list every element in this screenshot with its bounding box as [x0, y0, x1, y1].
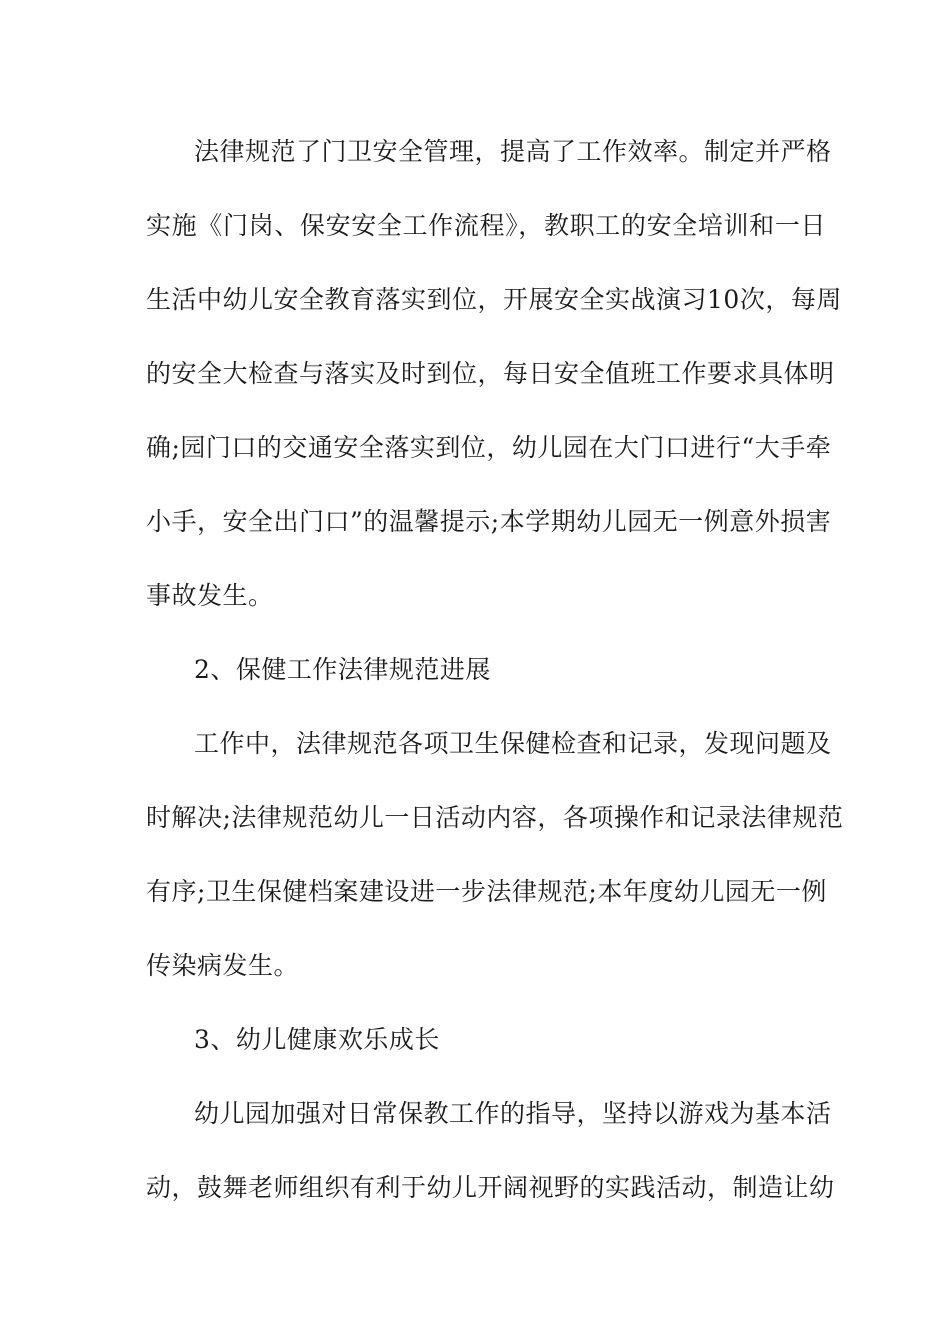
paragraph-line: 实施《门岗、保安安全工作流程》，教职工的安全培训和一日 [146, 211, 826, 240]
paragraph-line: 法律规范了门卫安全管理，提高了工作效率。制定并严格 [194, 137, 832, 166]
paragraph-line: 事故发生。 [146, 581, 274, 610]
section-heading: 2、保健工作法律规范进展 [194, 655, 491, 684]
paragraph-line: 有序;卫生保健档案建设进一步法律规范;本年度幼儿园无一例 [146, 877, 827, 906]
paragraph-line: 时解决;法律规范幼儿一日活动内容，各项操作和记录法律规范 [146, 803, 844, 832]
paragraph-line: 工作中，法律规范各项卫生保健检查和记录，发现问题及 [194, 729, 832, 758]
paragraph-line: 动，鼓舞老师组织有利于幼儿开阔视野的实践活动，制造让幼 [146, 1173, 835, 1202]
paragraph-line: 小手，安全出门口”的温馨提示;本学期幼儿园无一例意外损害 [146, 507, 832, 536]
paragraph-line: 的安全大检查与落实及时到位，每日安全值班工作要求具体明 [146, 359, 835, 388]
section-heading: 3、幼儿健康欢乐成长 [194, 1025, 440, 1054]
paragraph-line: 幼儿园加强对日常保教工作的指导，坚持以游戏为基本活 [194, 1099, 832, 1128]
paragraph-line: 确;园门口的交通安全落实到位，幼儿园在大门口进行“大手牵 [146, 433, 832, 462]
paragraph-line: 生活中幼儿安全教育落实到位，开展安全实战演习10次，每周 [146, 285, 842, 314]
paragraph-line: 传染病发生。 [146, 951, 300, 980]
